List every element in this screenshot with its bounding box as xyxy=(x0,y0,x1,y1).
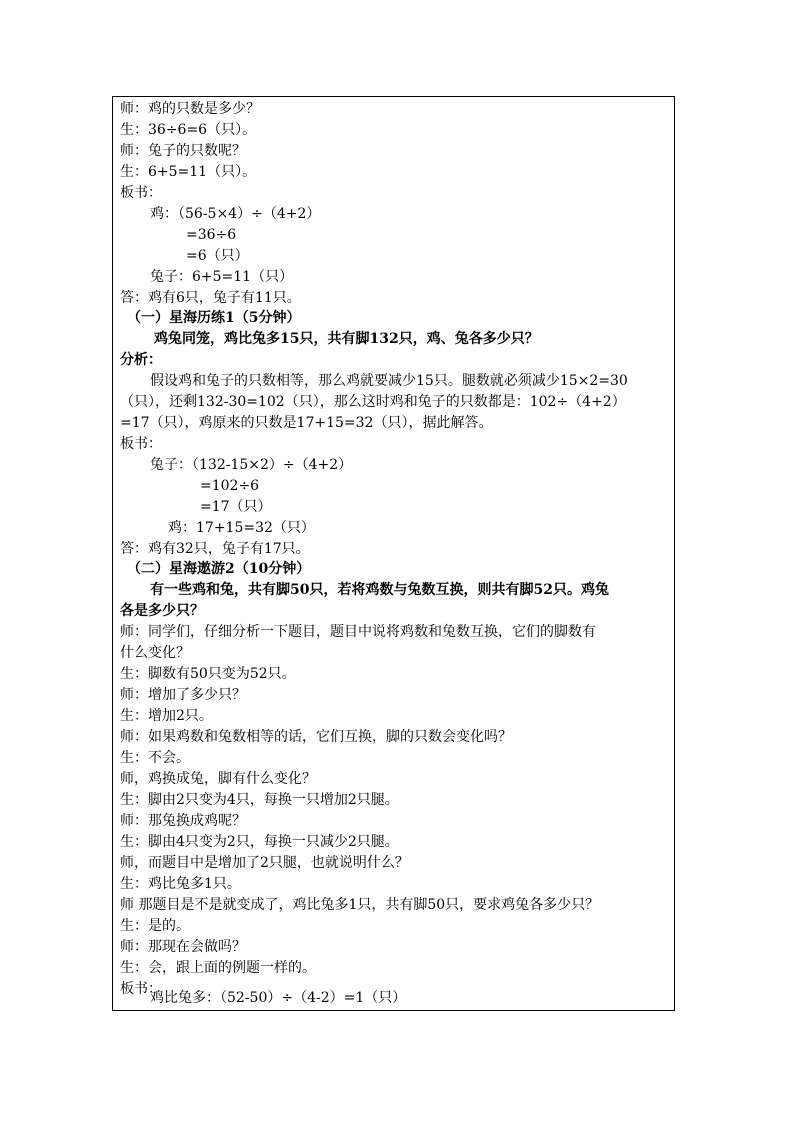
answer-line: 答：鸡有6只，兔子有11只。 xyxy=(120,290,301,306)
text-line: 生：36÷6=6（只）。 xyxy=(120,122,257,138)
problem-statement: 各是多少只？ xyxy=(120,603,204,619)
text-line: 生：脚由4只变为2只，每换一只减少2只腿。 xyxy=(120,834,399,850)
formula-line: 鸡比兔多：（52-50）÷（4-2）=1（只） xyxy=(150,990,407,1006)
analysis-label: 分析： xyxy=(120,352,162,368)
text-line: 生：会，跟上面的例题一样的。 xyxy=(120,960,316,976)
text-line: 生：是的。 xyxy=(120,918,190,934)
text-line: 板书： xyxy=(120,981,162,997)
formula-line: 鸡：17+15=32（只） xyxy=(168,520,315,536)
problem-statement: 鸡兔同笼，鸡比兔多15只，共有脚132只，鸡、兔各多少只？ xyxy=(154,331,539,347)
text-line: （只），还剩132-30=102（只），那么这时鸡和兔子的只数都是：102÷（4+2） xyxy=(120,394,626,410)
text-line: 师：兔子的只数呢？ xyxy=(120,143,246,159)
problem-statement: 有一些鸡和兔，共有脚50只，若将鸡数与兔数互换，则共有脚52只。鸡兔 xyxy=(150,582,609,598)
text-line: 什么变化？ xyxy=(120,645,190,661)
text-line: 师：鸡的只数是多少？ xyxy=(120,101,260,117)
formula-line: =17（只） xyxy=(200,499,272,515)
text-line: 生：不会。 xyxy=(120,750,190,766)
text-line: 师，鸡换成兔，脚有什么变化？ xyxy=(120,771,316,787)
answer-line: 答：鸡有32只，兔子有17只。 xyxy=(120,541,310,557)
text-line: 师：增加了多少只？ xyxy=(120,687,246,703)
text-line: 师 那题目是不是就变成了，鸡比兔多1只，共有脚50只，要求鸡兔各多少只？ xyxy=(120,897,600,913)
text-line: 师，而题目中是增加了2只腿，也就说明什么？ xyxy=(120,855,409,871)
text-line: 师：那现在会做吗？ xyxy=(120,939,246,955)
lesson-table-cell xyxy=(112,96,675,1011)
text-line: 生：脚由2只变为4只，每换一只增加2只腿。 xyxy=(120,792,399,808)
text-line: 师：如果鸡数和兔数相等的话，它们互换，脚的只数会变化吗？ xyxy=(120,729,512,745)
text-line: 生：鸡比兔多1只。 xyxy=(120,876,241,892)
text-line: 生：脚数有50只变为52只。 xyxy=(120,666,296,682)
text-line: 师：那兔换成鸡呢？ xyxy=(120,813,246,829)
text-line: 板书： xyxy=(120,185,162,201)
text-line: 生：增加2只。 xyxy=(120,708,213,724)
formula-line: =6（只） xyxy=(186,248,249,264)
section-heading: （二）星海遨游2（10分钟） xyxy=(127,561,311,577)
text-line: =17（只），鸡原来的只数是17+15=32（只），据此解答。 xyxy=(120,415,493,431)
formula-line: =36÷6 xyxy=(186,227,237,243)
text-line: 生：6+5=11（只）。 xyxy=(120,164,257,180)
formula-line: 兔子：6+5=11（只） xyxy=(150,269,294,285)
text-line: 板书： xyxy=(120,436,162,452)
formula-line: =102÷6 xyxy=(200,478,260,494)
formula-line: 兔子：（132-15×2）÷（4+2） xyxy=(150,457,353,473)
text-line: 假设鸡和兔子的只数相等，那么鸡就要减少15只。腿数就必须减少15×2=30 xyxy=(150,373,628,389)
formula-line: 鸡：（56-5×4）÷（4+2） xyxy=(150,206,321,222)
section-heading: （一）星海历练1（5分钟） xyxy=(127,310,301,326)
text-line: 师：同学们，仔细分析一下题目，题目中说将鸡数和兔数互换，它们的脚数有 xyxy=(120,624,596,640)
